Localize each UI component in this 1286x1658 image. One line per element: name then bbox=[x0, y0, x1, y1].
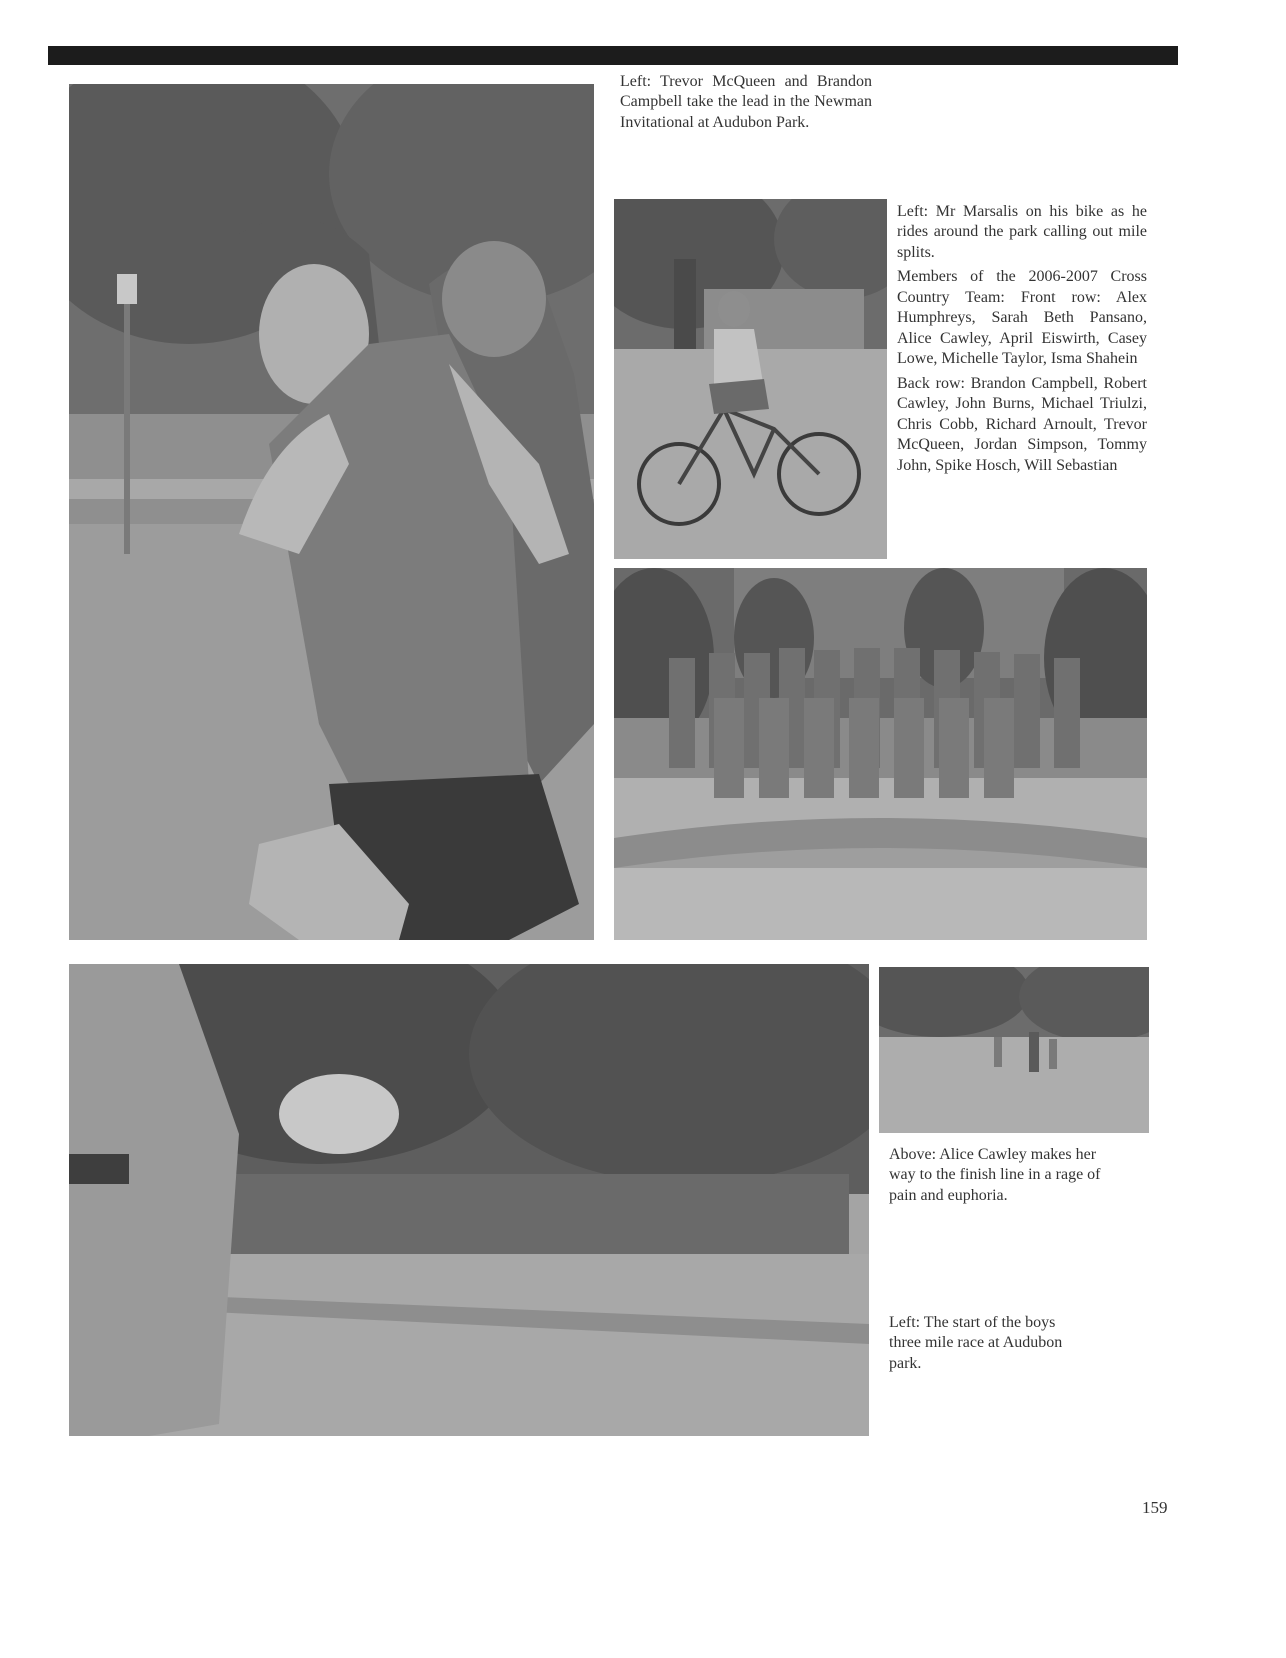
caption-alice-finish: Above: Alice Cawley makes her way to the finish line in a rage of pain and euphoria. bbox=[889, 1146, 1101, 1204]
bike-photo bbox=[614, 199, 887, 559]
team-photo bbox=[614, 568, 1147, 940]
caption-race-start: Left: The start of the boys three mile race at Audubon park. bbox=[889, 1314, 1063, 1372]
caption-bike-and-team bbox=[897, 202, 1147, 480]
header-rule bbox=[48, 46, 1178, 65]
caption-runners-lead: Left: Trevor McQueen and Brandon Campbell take the lead in the Newman Invitational at Audubon Park. bbox=[620, 73, 872, 131]
runners-photo bbox=[69, 84, 594, 940]
caption-team-back-row: Back row: Brandon Campbell, Robert Cawley, John Burns, Michael Triulzi, Chris Cobb, Richard Arnoult, Trevor McQueen, Jordan Simpson, Tommy John, Spike Hosch, Will Sebastian bbox=[897, 374, 1147, 474]
caption-marsalis-bike: Left: Mr Marsalis on his bike as he rides around the park calling out mile splits. bbox=[897, 203, 1147, 261]
page-number: 159 bbox=[1142, 1498, 1168, 1517]
race-start-photo bbox=[69, 964, 869, 1436]
caption-team-front-row: Members of the 2006-2007 Cross Country Team: Front row: Alex Humphreys, Sarah Beth Pansano, Alice Cawley, April Eiswirth, Casey Lowe, Michelle Taylor, Isma Shahein bbox=[897, 268, 1147, 368]
finish-photo bbox=[879, 967, 1149, 1133]
